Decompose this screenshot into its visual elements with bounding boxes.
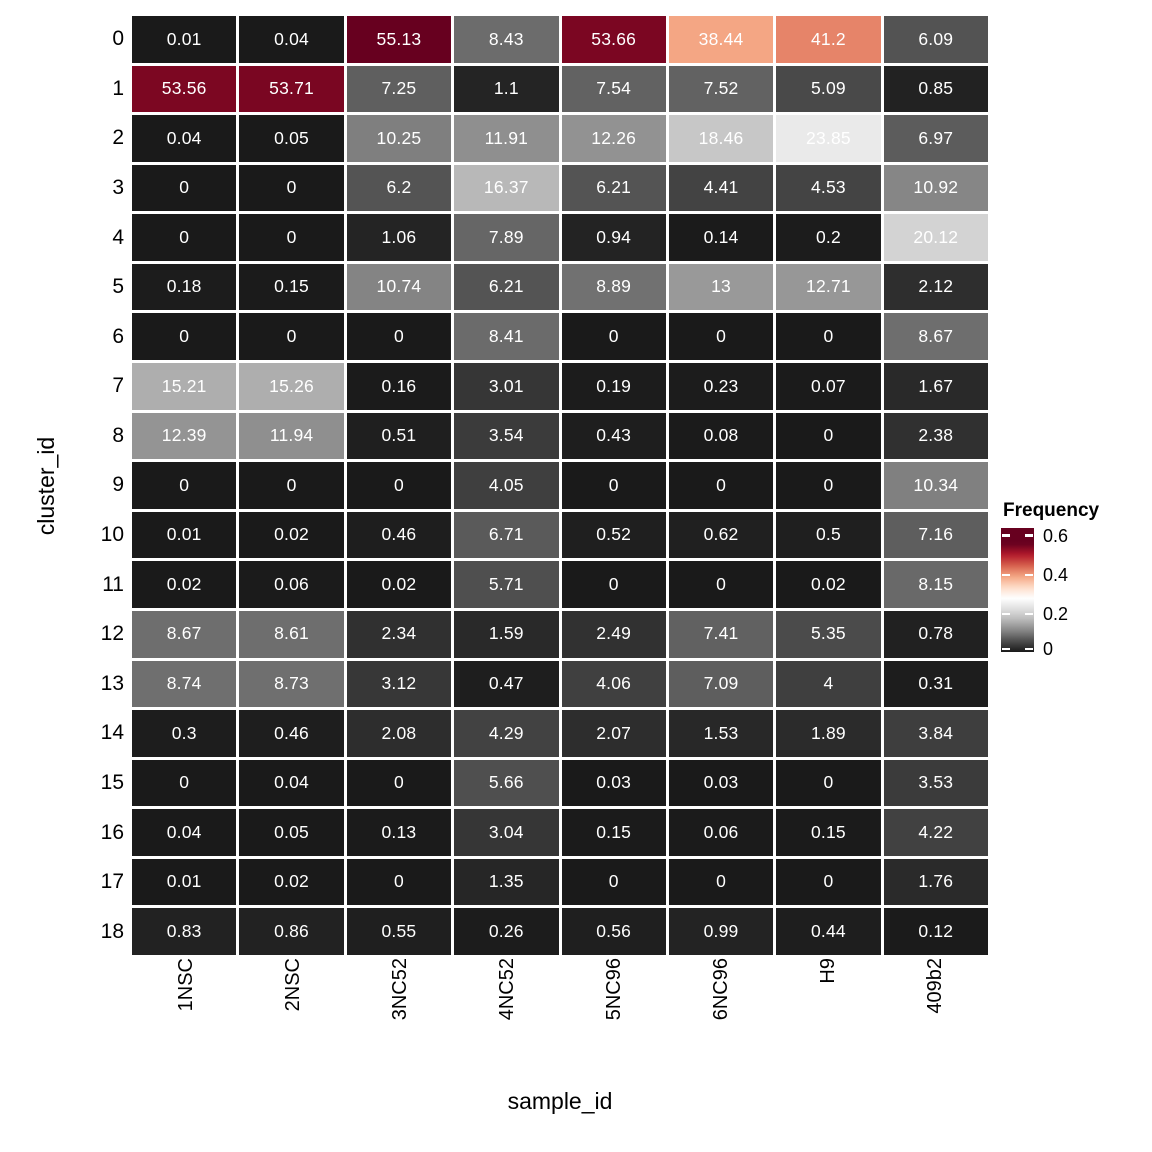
heatmap-cell: 0	[347, 760, 451, 807]
heatmap-cell: 0.15	[776, 809, 880, 856]
y-tick-label: 13	[100, 671, 124, 695]
heatmap-cell: 0	[669, 561, 773, 608]
heatmap-cell: 3.04	[454, 809, 558, 856]
x-tick-label-cell	[346, 958, 453, 1098]
heatmap-cell: 0.12	[884, 908, 988, 955]
heatmap-cell: 1.76	[884, 859, 988, 906]
heatmap-cell: 0	[132, 313, 236, 360]
y-tick-label: 0	[112, 27, 124, 51]
heatmap-cell: 0	[669, 313, 773, 360]
heatmap-grid	[132, 16, 988, 955]
heatmap-cell: 0	[132, 214, 236, 261]
heatmap-cell: 2.49	[562, 611, 666, 658]
heatmap-cell: 0.15	[239, 264, 343, 311]
heatmap-cell: 6.97	[884, 115, 988, 162]
heatmap-cell: 0	[562, 561, 666, 608]
y-tick-label: 14	[100, 721, 124, 745]
heatmap-cell: 2.12	[884, 264, 988, 311]
heatmap-cell: 0.02	[776, 561, 880, 608]
x-tick-label: 3NC52	[388, 958, 411, 1021]
legend-tick	[1002, 613, 1010, 616]
legend-colorbar	[1001, 525, 1069, 659]
y-tick-label: 18	[100, 919, 124, 943]
heatmap-cell: 0	[132, 165, 236, 212]
heatmap-cell: 0	[347, 462, 451, 509]
heatmap-cell: 0.02	[239, 859, 343, 906]
heatmap-cell: 11.94	[239, 413, 343, 460]
heatmap-cell: 0.83	[132, 908, 236, 955]
legend-tick-label: 0.2	[1043, 604, 1069, 624]
heatmap-cell: 6.21	[562, 165, 666, 212]
heatmap-cell: 8.89	[562, 264, 666, 311]
heatmap-cell: 0.44	[776, 908, 880, 955]
heatmap-cell: 5.35	[776, 611, 880, 658]
x-tick-label: H9	[816, 958, 839, 984]
heatmap-cell: 0.51	[347, 413, 451, 460]
heatmap-cell: 8.61	[239, 611, 343, 658]
y-tick-label: 6	[112, 324, 124, 348]
heatmap-cell: 15.26	[239, 363, 343, 410]
x-tick-label-cell	[239, 958, 346, 1098]
x-tick-label-cell	[774, 958, 881, 1098]
heatmap-cell: 7.41	[669, 611, 773, 658]
heatmap-cell: 0.05	[239, 809, 343, 856]
heatmap-cell: 0	[669, 859, 773, 906]
x-tick-label: 2NSC	[281, 958, 304, 1012]
y-tick-label: 9	[112, 473, 124, 497]
x-tick-label-cell	[560, 958, 667, 1098]
heatmap-cell: 1.67	[884, 363, 988, 410]
heatmap-cell: 20.12	[884, 214, 988, 261]
heatmap-cell: 0.16	[347, 363, 451, 410]
color-legend	[1001, 500, 1151, 659]
heatmap-cell: 1.06	[347, 214, 451, 261]
heatmap-cell: 15.21	[132, 363, 236, 410]
heatmap-cell: 5.71	[454, 561, 558, 608]
x-tick-label: 1NSC	[174, 958, 197, 1012]
x-tick-label: 4NC52	[495, 958, 518, 1021]
heatmap-cell: 0	[562, 462, 666, 509]
heatmap-cell: 0.46	[239, 710, 343, 757]
heatmap-cell: 2.07	[562, 710, 666, 757]
heatmap-cell: 0.3	[132, 710, 236, 757]
y-tick-label: 5	[112, 275, 124, 299]
heatmap-cell: 0.56	[562, 908, 666, 955]
legend-tick	[1025, 613, 1033, 616]
heatmap-cell: 2.38	[884, 413, 988, 460]
heatmap-cell: 18.46	[669, 115, 773, 162]
x-tick-label-cell	[132, 958, 239, 1098]
x-tick-label-cell	[453, 958, 560, 1098]
heatmap-cell: 0	[776, 313, 880, 360]
heatmap-cell: 53.56	[132, 66, 236, 113]
heatmap-cell: 0.15	[562, 809, 666, 856]
heatmap-cell: 0.07	[776, 363, 880, 410]
y-tick-label: 12	[100, 622, 124, 646]
y-tick-label: 4	[112, 225, 124, 249]
heatmap-cell: 0	[669, 462, 773, 509]
heatmap-cell: 0	[776, 413, 880, 460]
heatmap-cell: 5.09	[776, 66, 880, 113]
heatmap-cell: 0	[347, 313, 451, 360]
heatmap-cell: 0.47	[454, 661, 558, 708]
heatmap-cell: 4.22	[884, 809, 988, 856]
y-tick-label: 15	[100, 770, 124, 794]
heatmap-cell: 3.84	[884, 710, 988, 757]
heatmap-cell: 8.67	[132, 611, 236, 658]
x-tick-label: 6NC96	[709, 958, 732, 1021]
heatmap-cell: 0.55	[347, 908, 451, 955]
heatmap-cell: 0.02	[239, 512, 343, 559]
heatmap-cell: 0.01	[132, 859, 236, 906]
heatmap-cell: 7.09	[669, 661, 773, 708]
heatmap-cell: 6.09	[884, 16, 988, 63]
heatmap-cell: 1.35	[454, 859, 558, 906]
heatmap-cell: 0.18	[132, 264, 236, 311]
heatmap-cell: 6.71	[454, 512, 558, 559]
legend-tick-label: 0.6	[1043, 525, 1069, 546]
y-tick-label: 2	[112, 126, 124, 150]
heatmap-cell: 7.52	[669, 66, 773, 113]
heatmap-cell: 12.39	[132, 413, 236, 460]
heatmap-cell: 3.53	[884, 760, 988, 807]
heatmap-cell: 0.99	[669, 908, 773, 955]
heatmap-cell: 0	[776, 760, 880, 807]
heatmap-cell: 4.53	[776, 165, 880, 212]
heatmap-cell: 0.26	[454, 908, 558, 955]
heatmap-cell: 8.74	[132, 661, 236, 708]
heatmap-cell: 10.92	[884, 165, 988, 212]
heatmap-cell: 0.13	[347, 809, 451, 856]
heatmap-cell: 0.01	[132, 512, 236, 559]
heatmap-cell: 0.2	[776, 214, 880, 261]
heatmap-cell: 0	[776, 859, 880, 906]
heatmap-cell: 11.91	[454, 115, 558, 162]
y-tick-label: 10	[100, 523, 124, 547]
heatmap-cell: 10.34	[884, 462, 988, 509]
heatmap-cell: 0.86	[239, 908, 343, 955]
heatmap-cell: 0	[239, 214, 343, 261]
heatmap-cell: 53.66	[562, 16, 666, 63]
heatmap-cell: 0.04	[239, 16, 343, 63]
heatmap-cell: 0.78	[884, 611, 988, 658]
heatmap-cell: 0.14	[669, 214, 773, 261]
y-tick-label: 11	[102, 572, 124, 596]
heatmap-cell: 0	[239, 313, 343, 360]
heatmap-cell: 6.21	[454, 264, 558, 311]
heatmap-cell: 0.02	[132, 561, 236, 608]
heatmap-cell: 0	[562, 313, 666, 360]
legend-tick	[1025, 534, 1033, 537]
heatmap-cell: 7.54	[562, 66, 666, 113]
heatmap-cell: 55.13	[347, 16, 451, 63]
heatmap-cell: 0.03	[669, 760, 773, 807]
heatmap-cell: 4.06	[562, 661, 666, 708]
heatmap-cell: 0.03	[562, 760, 666, 807]
heatmap-cell: 10.25	[347, 115, 451, 162]
heatmap-cell: 0	[132, 760, 236, 807]
heatmap-cell: 53.71	[239, 66, 343, 113]
heatmap-cell: 0.52	[562, 512, 666, 559]
y-tick-label: 16	[100, 820, 124, 844]
legend-tick	[1025, 648, 1033, 651]
heatmap-cell: 7.16	[884, 512, 988, 559]
heatmap-cell: 8.67	[884, 313, 988, 360]
heatmap-cell: 41.2	[776, 16, 880, 63]
heatmap-cell: 0	[776, 462, 880, 509]
heatmap-cell: 0.08	[669, 413, 773, 460]
heatmap-cell: 2.08	[347, 710, 451, 757]
heatmap-cell: 3.12	[347, 661, 451, 708]
x-axis-tick-labels	[132, 958, 988, 1098]
heatmap-cell: 0.04	[132, 809, 236, 856]
heatmap-cell: 4.05	[454, 462, 558, 509]
heatmap-cell: 1.1	[454, 66, 558, 113]
x-tick-label-cell	[881, 958, 988, 1098]
heatmap-cell: 8.43	[454, 16, 558, 63]
legend-tick	[1002, 648, 1010, 651]
heatmap-cell: 8.41	[454, 313, 558, 360]
y-tick-label: 8	[112, 423, 124, 447]
heatmap-cell: 7.89	[454, 214, 558, 261]
heatmap-cell: 0.05	[239, 115, 343, 162]
heatmap-cell: 0.94	[562, 214, 666, 261]
heatmap-cell: 23.85	[776, 115, 880, 162]
legend-tick-label: 0	[1043, 638, 1054, 659]
heatmap-cell: 0	[132, 462, 236, 509]
y-tick-label: 3	[112, 176, 124, 200]
heatmap-cell: 1.53	[669, 710, 773, 757]
heatmap-cell: 7.25	[347, 66, 451, 113]
heatmap-cell: 0.02	[347, 561, 451, 608]
heatmap-cell: 0.04	[239, 760, 343, 807]
heatmap-cell: 0.06	[239, 561, 343, 608]
heatmap-cell: 1.89	[776, 710, 880, 757]
heatmap-cell: 0.5	[776, 512, 880, 559]
x-tick-label: 5NC96	[602, 958, 625, 1021]
heatmap-cell: 0.04	[132, 115, 236, 162]
heatmap-cell: 38.44	[669, 16, 773, 63]
heatmap-cell: 8.15	[884, 561, 988, 608]
y-tick-label: 1	[112, 76, 124, 100]
heatmap-cell: 0	[562, 859, 666, 906]
heatmap-cell: 0.85	[884, 66, 988, 113]
heatmap-cell: 0.31	[884, 661, 988, 708]
heatmap-cell: 0	[239, 462, 343, 509]
heatmap-cell: 0.19	[562, 363, 666, 410]
y-axis-title-area	[20, 16, 72, 955]
legend-tick	[1002, 574, 1010, 577]
x-tick-label-cell	[667, 958, 774, 1098]
y-tick-label: 17	[100, 870, 124, 894]
heatmap-cell: 0.46	[347, 512, 451, 559]
heatmap-cell: 3.54	[454, 413, 558, 460]
y-axis-title: cluster_id	[33, 436, 59, 535]
heatmap-cell: 4.29	[454, 710, 558, 757]
heatmap-cell: 2.34	[347, 611, 451, 658]
heatmap-cell: 0.43	[562, 413, 666, 460]
heatmap-cell: 16.37	[454, 165, 558, 212]
heatmap-cell: 0	[347, 859, 451, 906]
legend-tick-label: 0.4	[1043, 564, 1069, 585]
heatmap-cell: 5.66	[454, 760, 558, 807]
heatmap-cell: 12.71	[776, 264, 880, 311]
heatmap-cell: 10.74	[347, 264, 451, 311]
heatmap-cell: 4	[776, 661, 880, 708]
heatmap-cell: 0.62	[669, 512, 773, 559]
heatmap-cell: 12.26	[562, 115, 666, 162]
heatmap-cell: 0.06	[669, 809, 773, 856]
legend-tick	[1002, 534, 1010, 537]
heatmap-cell: 1.59	[454, 611, 558, 658]
heatmap-cell: 0	[239, 165, 343, 212]
heatmap-cell: 0.23	[669, 363, 773, 410]
heatmap-cell: 8.73	[239, 661, 343, 708]
legend-title: Frequency	[1003, 500, 1100, 521]
heatmap-cell: 13	[669, 264, 773, 311]
heatmap-cell: 6.2	[347, 165, 451, 212]
heatmap-cell: 0.01	[132, 16, 236, 63]
heatmap-cell: 3.01	[454, 363, 558, 410]
x-axis-title: sample_id	[507, 1088, 613, 1114]
x-tick-label: 409b2	[923, 958, 946, 1014]
y-tick-label: 7	[112, 374, 124, 398]
legend-tick	[1025, 574, 1033, 577]
heatmap-cell: 4.41	[669, 165, 773, 212]
